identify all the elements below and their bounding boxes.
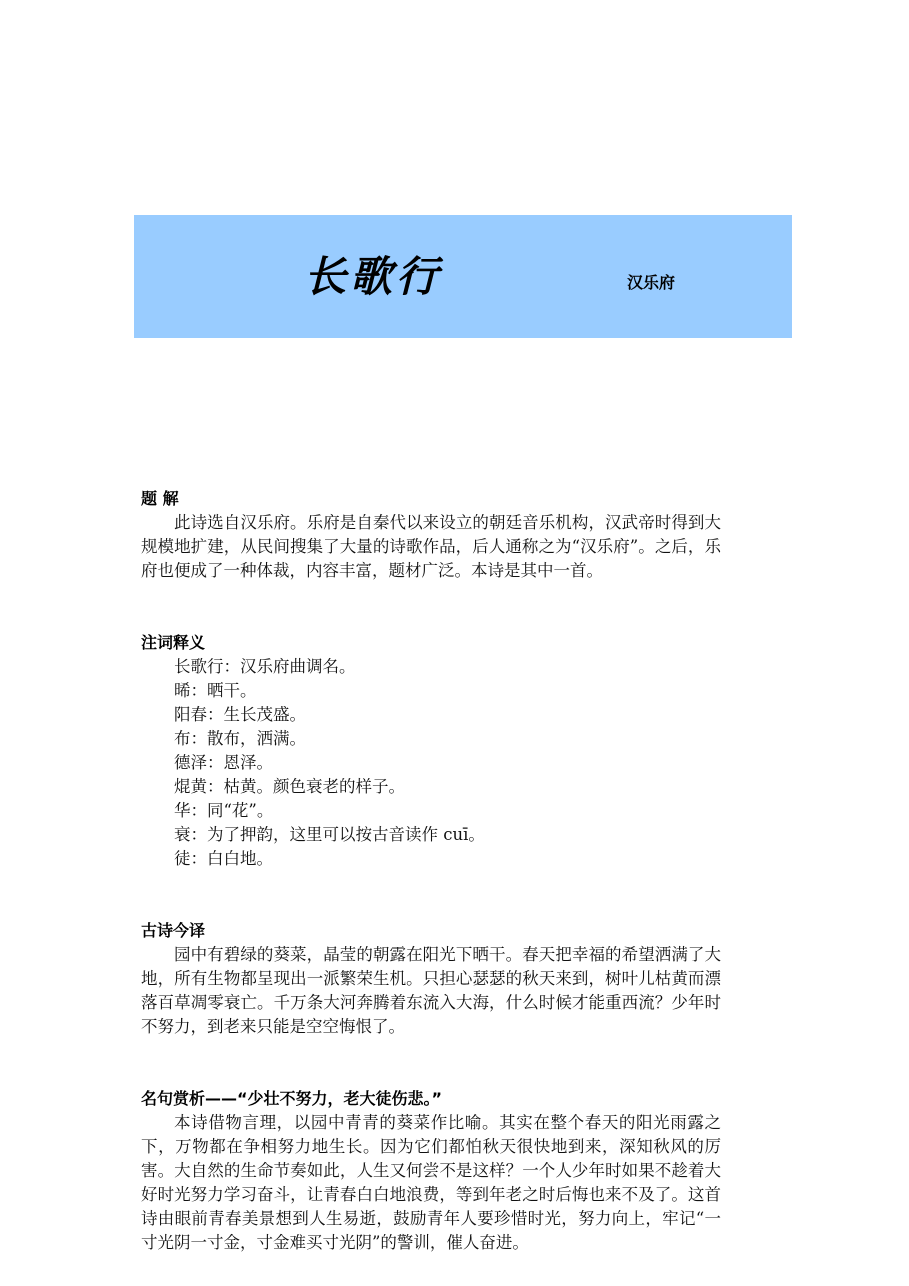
title-banner — [134, 215, 792, 338]
section-heading-notes: 注词释义 — [141, 633, 206, 652]
section-appreciation — [141, 1087, 721, 1255]
note-item: 长歌行：汉乐府曲调名。 — [174, 657, 356, 676]
note-item: 阳春：生长茂盛。 — [174, 705, 306, 724]
appreciation-paragraph: 本诗借物言理，以园中青青的葵菜作比喻。其实在整个春天的阳光雨露之下，万物都在争相努力地生长。因为它们都怕秋天很快地到来，深知秋风的厉害。大自然的生命节奏如此，人生又何尝不是这样？一个人少年时如果不趁着大好时光努力学习奋斗，让青春白白地浪费，等到年老之时后悔也来不及了。这首诗由眼前青春美景想到人生易逝，鼓励青年人要珍惜时光，努力向上，牢记“一寸光阴一寸金，寸金难买寸光阴”的警训，催人奋进。 — [141, 1113, 721, 1252]
note-item: 焜黄：枯黄。颜色衰老的样子。 — [174, 777, 405, 796]
note-item: 晞：晒干。 — [174, 681, 257, 700]
translation-paragraph: 园中有碧绿的葵菜，晶莹的朝露在阳光下晒干。春天把幸福的希望洒满了大地，所有生物都呈现出一派繁荣生机。只担心瑟瑟的秋天来到，树叶儿枯黄而漂落百草凋零衰亡。千万条大河奔腾着东流入大海，什么时候才能重西流？少年时不努力，到老来只能是空空悔恨了。 — [141, 945, 721, 1036]
poem-title: 长歌行 — [304, 252, 443, 301]
section-translation — [141, 919, 721, 1039]
note-item: 德泽：恩泽。 — [174, 753, 273, 772]
note-item: 衰：为了押韵，这里可以按古音读作 cuī。 — [174, 825, 485, 844]
poem-author: 汉乐府 — [627, 273, 676, 292]
section-tijie — [141, 487, 721, 583]
tijie-paragraph: 此诗选自汉乐府。乐府是自秦代以来设立的朝廷音乐机构，汉武帝时得到大规模地扩建，从民间搜集了大量的诗歌作品，后人通称之为“汉乐府”。之后，乐府也便成了一种体裁，内容丰富，题材广泛。本诗是其中一首。 — [141, 513, 721, 580]
section-heading-appreciation: 名句赏析——“少壮不努力，老大徒伤悲。” — [141, 1089, 443, 1108]
note-item: 布：散布，洒满。 — [174, 729, 306, 748]
note-item: 徒：白白地。 — [174, 849, 273, 868]
document-body — [141, 487, 721, 1255]
section-heading-translation: 古诗今译 — [141, 921, 206, 940]
section-heading-tijie: 题 解 — [141, 489, 179, 508]
note-item: 华：同“花”。 — [174, 801, 274, 820]
section-notes — [141, 631, 721, 871]
